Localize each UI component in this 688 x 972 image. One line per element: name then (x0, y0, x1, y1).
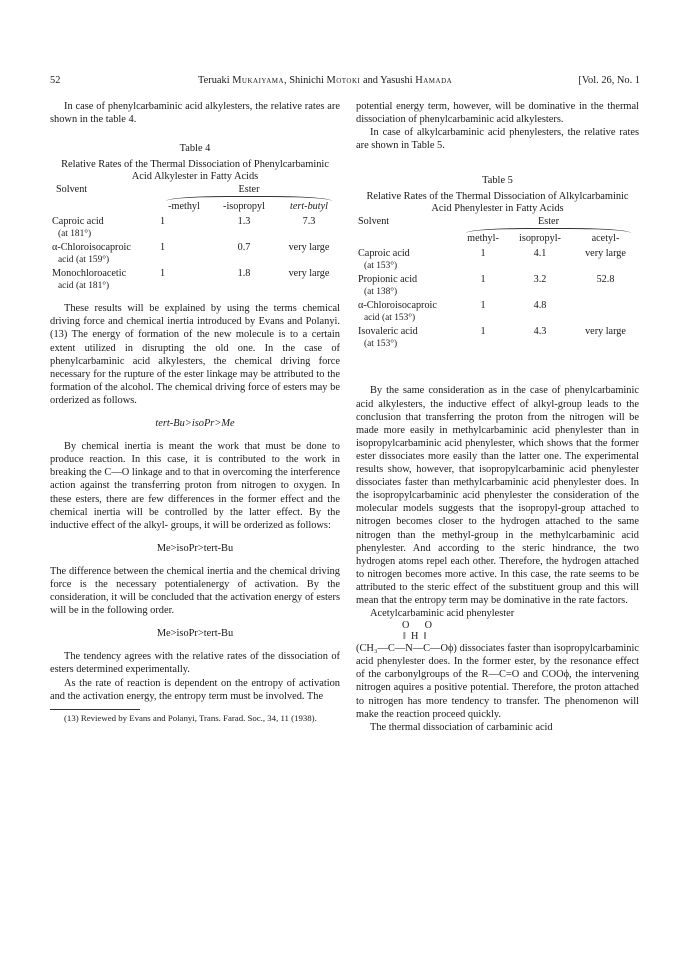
left-column (50, 100, 340, 724)
table4-caption: Relative Rates of the Thermal Dissociation of Phenylcarbaminic Acid Alkylester in Fatty Acids (61, 159, 329, 183)
table-row: α-Chloroisocaproic acid (at 153°) 1 4.8 (358, 300, 547, 324)
paragraph: Acetylcarbaminic acid phenylester (370, 608, 515, 620)
table4-col-header: -methyl (168, 201, 200, 213)
paragraph: The tendency agrees with the relative rates of the dissociation of esters determined experimentally. (50, 651, 340, 676)
paragraph: (CH₃—C—N—C—Oϕ) dissociates faster than isopropylcarbaminic acid phenylester does. In the former ester, by the resonance effect of the carbonylgroups of the R—C=O and COOϕ, the intervening nitrogen aquires a positive potential. Therefore, the proton attached to nitrogen has more tendency to transfer. The phenomenon will make the reaction proceed quickly. (356, 643, 639, 720)
table-row: α-Chloroisocaproic acid (at 159°) 1 0.7 very large (52, 242, 330, 266)
table5 (356, 216, 639, 350)
formula-driving-force: tert-Bu>isoPr>Me (155, 418, 235, 430)
author-line: Teruaki Mukaiyama, Shinichi Motoki and Yasushi Hamada (198, 75, 453, 86)
table-row: Propionic acid (at 138°) 1 3.2 52.8 (358, 274, 615, 298)
table-row: Isovaleric acid (at 153°) 1 4.3 very large (358, 326, 626, 350)
paragraph: In case of phenylcarbaminic acid alkylesters, the relative rates are shown in the table 4. (50, 101, 340, 126)
table4-col-header: tert-butyl (290, 201, 328, 213)
table5-col-header: isopropyl- (519, 233, 561, 245)
paragraph: The difference between the chemical inertia and the chemical driving force is the necessary potentialenergy of activation. By the consideration, it will be concluded that the activation energy of esters will be in the following order. (50, 565, 340, 617)
chem-oxygen-row: O O (402, 620, 432, 632)
table-row: Caproic acid (at 181°) 1 1.3 7.3 (52, 216, 316, 240)
chem-formula: (CH₃—C—N—C—Oϕ) (356, 643, 457, 655)
chemical-structure (356, 620, 639, 642)
formula-inertia: Me>isoPr>tert-Bu (156, 542, 234, 554)
table4-solvent-header: Solvent (56, 184, 88, 196)
table4-ester-header: Ester (238, 184, 260, 196)
footnote-rule (50, 709, 140, 710)
table5-col-header: methyl- (467, 233, 499, 245)
table5-label: Table 5 (482, 175, 513, 187)
paragraph: By chemical inertia is meant the work that must be done to produce reaction. In this case, it is contributed to the work in breaking the C—O linkage and to that in overcoming the interference action against the transferring proton from nitrogen to oxygen. In these esters, there are few differences in the former effect and the chemical inertia will be controlled by the latter effect. By the inductive effect of the alkyl- groups, it will be orderized as follows: (50, 441, 340, 531)
paragraph: These results will be explained by using the terms chemical driving force and chemical inertia introduced by Evans and Polanyi.(13) The energy of formation of the new molecule is to a certain extent utilized in disrupting the old one. In the case of phenylcarbaminic acid alkylesters, the chemical driving force necessary for the rupture of the ester linkage may be attributed to the formation of the alcohol. The chemical driving force of esters may be orderized as follows. (50, 303, 340, 406)
right-column (356, 100, 639, 734)
paragraph: The thermal dissociation of carbaminic acid (370, 721, 553, 733)
table4-label: Table 4 (179, 143, 211, 155)
paragraph: As the rate of reaction is dependent on the entropy of activation and the activation energy, the entropy term must be involved. The (50, 677, 340, 702)
formula-activation-energy: Me>isoPr>tert-Bu (156, 628, 234, 640)
footnote: (13) Reviewed by Evans and Polanyi, Trans. Farad. Soc., 34, 11 (1938). (64, 712, 317, 723)
table5-solvent-header: Solvent (358, 216, 390, 228)
chem-bond-row: ‖ H ‖ (403, 631, 427, 643)
page-number: 52 (50, 75, 61, 86)
table4-col-header: -isopropyl (223, 201, 265, 213)
paragraph: In case of alkylcarbaminic acid phenylesters, the relative rates are shown in Table 5. (356, 127, 639, 152)
table-row: Caproic acid (at 153°) 1 4.1 very large (358, 248, 626, 272)
table5-ester-header: Ester (538, 216, 559, 228)
running-header (50, 74, 640, 88)
paragraph: By the same consideration as in the case of phenylcarbaminic acid alkylesters, the inductive effect of alkyl-group leads to the conclusion that transferring the proton from the nitrogen will be made more easily in methylcarbaminic acid phenylester than in isopropylcarbaminic acid phenylester, which shows that the former ester dissociates more easily than the latter one. The experimental results show, however, that isopropylcarbaminic acid phenylester dissociates faster than methylcarbaminic acid phenylester does. In the isopropylcarbaminic acid phenylester the consideration of the molecular models suggests that the isopropyl-group attached to nitrogen becomes closer to the hydrogen attached to the same nitrogen than the methyl-group in the methylcarbaminic acid phenylester. And according to the steric hindrance, the two hydrogen atoms repel each other. Therefore, the hydrogen attached to nitrogen becomes more active. In this case, the rate seems to be attributed to the steric effect of the substituent group and this will mean that the entropy term may be dominative in the rate factors. (356, 385, 639, 606)
table-row: Monochloroacetic acid (at 181°) 1 1.8 very large (52, 268, 330, 292)
table5-caption: Relative Rates of the Thermal Dissociation of Alkylcarbaminic Acid Phenylester in Fatty Acids (366, 191, 629, 215)
table4 (50, 184, 340, 292)
paragraph: potential energy term, however, will be dominative in the thermal dissociation of phenylcarbaminic acid alkylesters. (356, 101, 639, 126)
table5-col-header: acetyl- (591, 233, 620, 245)
volume-info: [Vol. 26, No. 1 (578, 75, 640, 86)
